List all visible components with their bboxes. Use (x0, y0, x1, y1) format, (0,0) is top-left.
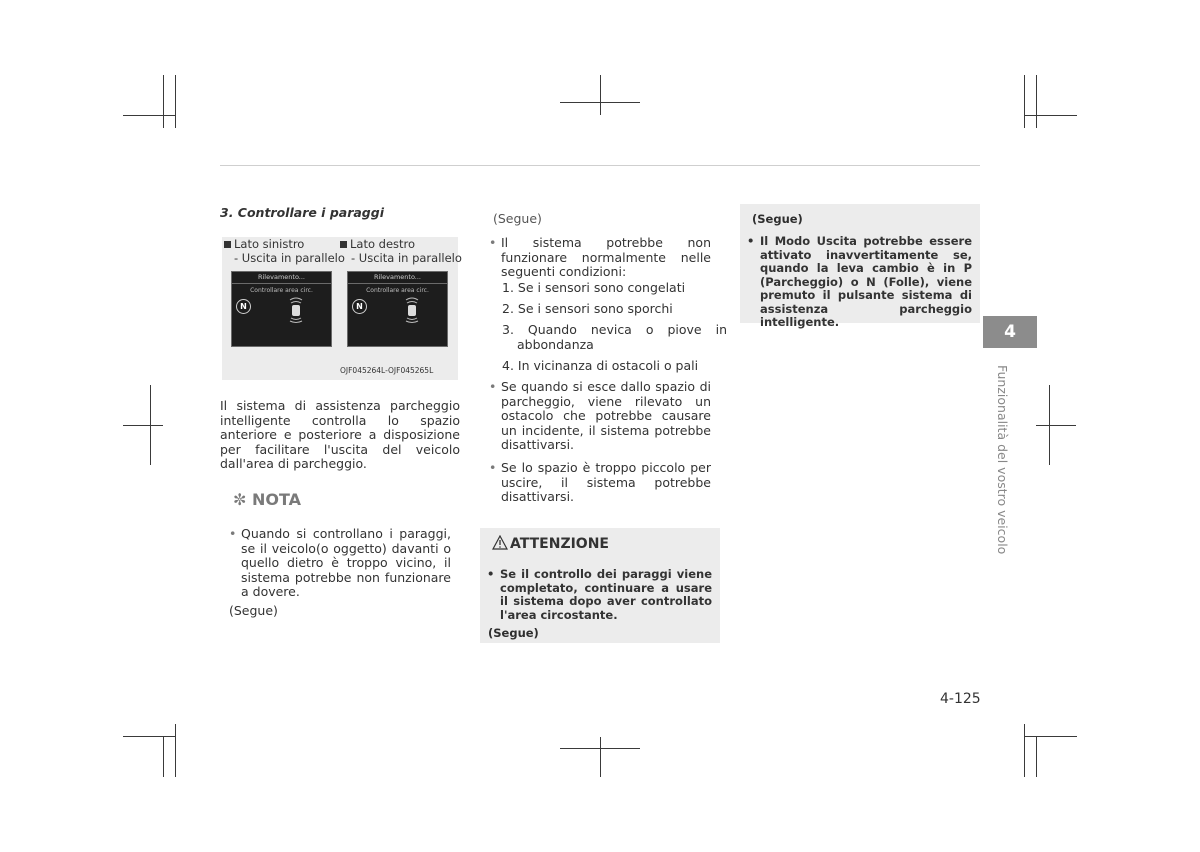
screen-header: Rilevamento... (348, 272, 447, 284)
figure (222, 237, 462, 380)
attenzione-bullet: • Se il controllo dei paraggi viene completato, continuare a usare il sistema dopo aver controllato l'area circostante. (487, 567, 712, 622)
middle-continued: (Segue) (493, 211, 542, 226)
figure-right-sub: - Uscita in parallelo (351, 251, 462, 265)
figure-left-sub: - Uscita in parallelo (234, 251, 345, 265)
page-number: 4-125 (940, 691, 981, 707)
gear-indicator-icon: N (352, 299, 367, 314)
sidebox-continued: (Segue) (752, 212, 803, 226)
attenzione-title: ATTENZIONE (510, 536, 609, 552)
middle-bullet-1: • Il sistema potrebbe non funzionare normalmente nelle seguenti condizioni: (489, 235, 711, 280)
middle-bullet-2: • Se quando si esce dallo spazio di parcheggio, viene rilevato un ostacolo che potrebbe causare un incidente, il sistema potrebbe disattivarsi. (489, 379, 711, 453)
display-screen-right (347, 271, 448, 347)
section-title: 3. Controllare i paraggi (220, 205, 384, 220)
attenzione-continued: (Segue) (488, 626, 539, 640)
screen-message: Controllare area circ. (250, 287, 313, 294)
intro-paragraph: Il sistema di assistenza parcheggio intelligente controlla lo spazio anteriore e posteriore a disposizione per facilitare l'uscita del veicolo dall'area di parcheggio. (220, 398, 460, 472)
nota-continued: (Segue) (229, 603, 278, 618)
screen-message: Controllare area circ. (366, 287, 429, 294)
warning-icon (492, 535, 508, 550)
list-item: 2. Se i sensori sono sporchi (502, 301, 673, 316)
nota-bullet: • Quando si controllano i paraggi, se il veicolo(o oggetto) davanti o quello dietro è troppo vicino, il sistema potrebbe non funzionare a dovere. (229, 526, 451, 600)
figure-code: OJF045264L-OJF045265L (340, 366, 434, 375)
chapter-title: Funzionalità del vostro veicolo (995, 365, 1010, 555)
continued-note-box (740, 204, 980, 329)
sidebox-bullet: • Il Modo Uscita potrebbe essere attivato inavvertitamente se, quando la leva cambio è in P (Parcheggio) o N (Folle), viene premuto il pulsante sistema di assistenza parcheggio intelligente. (747, 234, 972, 329)
gear-indicator-icon: N (236, 299, 251, 314)
attenzione-box (480, 528, 720, 643)
header-rule (220, 165, 980, 166)
chapter-tab: 4 (983, 316, 1037, 348)
screen-header: Rilevamento... (232, 272, 331, 284)
car-sensor-icon (405, 296, 419, 324)
list-item: 4. In vicinanza di ostacoli o pali (502, 358, 699, 373)
list-item: 3. Quando nevica o piove in abbondanza (502, 322, 727, 352)
figure-right-label: Lato destro (340, 237, 415, 251)
list-item: 1. Se i sensori sono congelati (502, 280, 686, 295)
nota-title: ✼ NOTA (233, 490, 302, 509)
middle-bullet-3: • Se lo spazio è troppo piccolo per uscire, il sistema potrebbe disattivarsi. (489, 460, 711, 505)
display-screen-left (231, 271, 332, 347)
car-sensor-icon (289, 296, 303, 324)
figure-left-label: Lato sinistro (224, 237, 304, 251)
